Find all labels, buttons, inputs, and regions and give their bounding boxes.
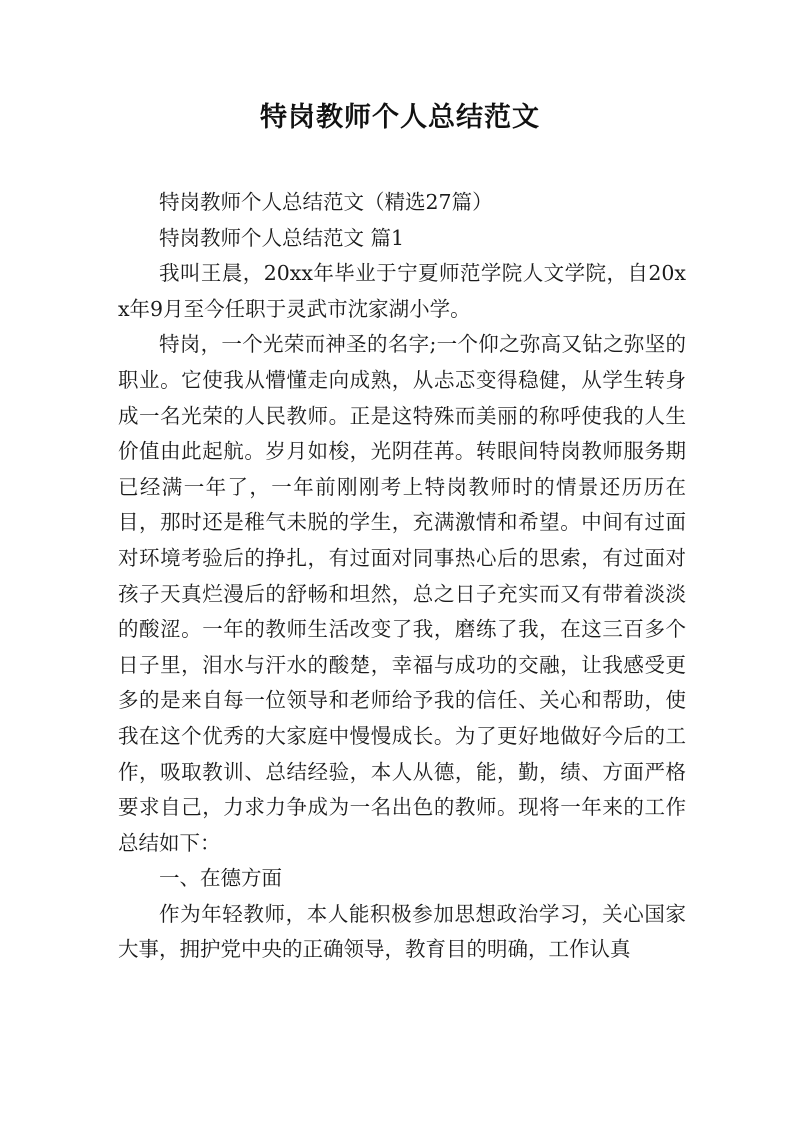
paragraph-virtue: 作为年轻教师，本人能积极参加思想政治学习，关心国家大事，拥护党中央的正确领导，教育目的明确，工作认真	[118, 901, 686, 962]
paragraph-subtitle: 特岗教师个人总结范文（精选27篇）	[159, 190, 493, 214]
paragraph-main: 特岗，一个光荣而神圣的名字;一个仰之弥高又钻之弥坚的职业。它使我从懵懂走向成熟，从忐忑变得稳健，从学生转身成一名光荣的人民教师。正是这特殊而美丽的称呼使我的人生价值由此起航。岁月如梭，光阴荏苒。转眼间特岗教师服务期已经满一年了，一年前刚刚考上特岗教师时的情景还历历在目，那时还是稚气未脱的学生，充满激情和希望。中间有过面对环境考验后的挣扎，有过面对同事热心后的思索，有过面对孩子天真烂漫后的舒畅和坦然，总之日子充实而又有带着淡淡的酸涩。一年的教师生活改变了我，磨练了我，在这三百多个日子里，泪水与汗水的酸楚，幸福与成功的交融，让我感受更多的是来自每一位领导和老师给予我的信任、关心和帮助，使我在这个优秀的大家庭中慢慢成长。为了更好地做好今后的工作，吸取教训、总结经验，本人从德，能，勤，绩、方面严格要求自己，力求力争成为一名出色的教师。现将一年来的工作总结如下：	[118, 332, 686, 855]
paragraph-section-heading: 特岗教师个人总结范文 篇1	[159, 225, 405, 250]
paragraph-heading-virtue: 一、在德方面	[159, 866, 282, 891]
document-body	[118, 185, 686, 968]
paragraph-intro: 我叫王晨，20xx年毕业于宁夏师范学院人文学院，自20xx年9月至今任职于灵武市沈家湖小学。	[118, 261, 686, 321]
document-title: 特岗教师个人总结范文	[260, 102, 540, 133]
